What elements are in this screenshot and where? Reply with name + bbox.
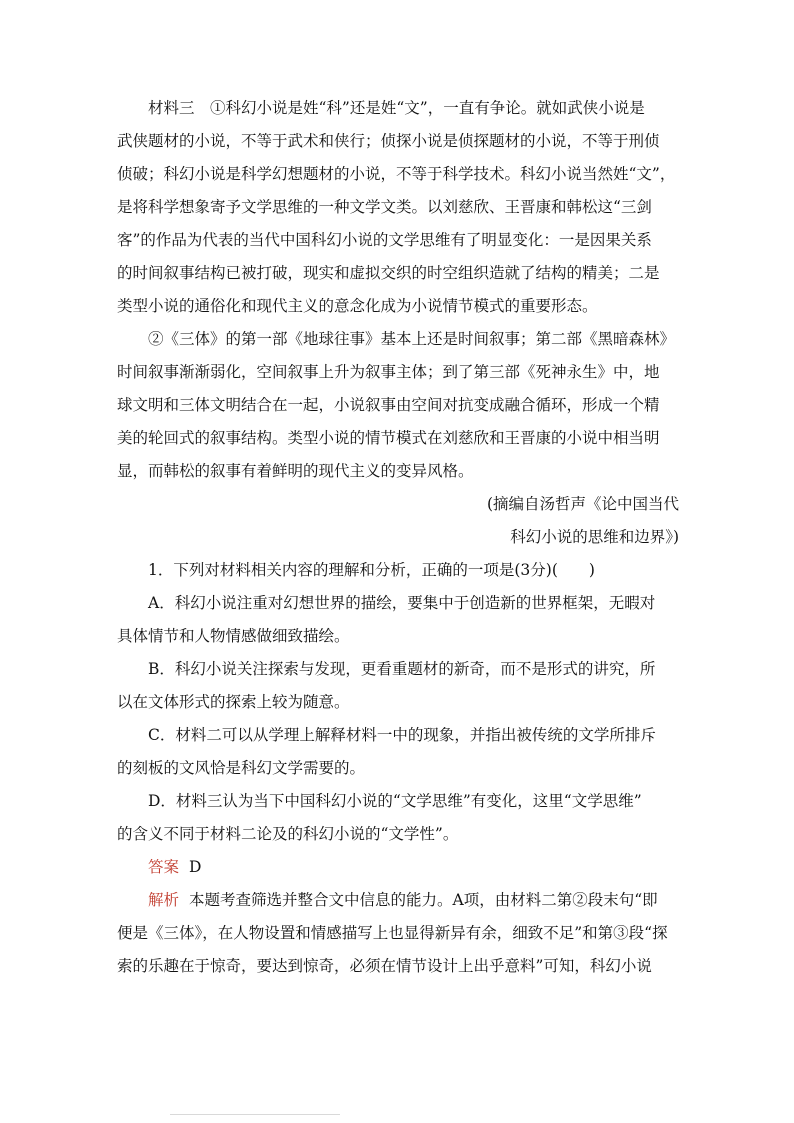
text-line: 的时间叙事结构已被打破，现实和虚拟交织的时空组织造就了结构的精美；二是 xyxy=(117,264,660,282)
source-line: (摘编自汤哲声《论中国当代 xyxy=(486,495,679,513)
text-line: 美的轮回式的叙事结构。类型小说的情节模式在刘慈欣和王晋康的小说中相当明 xyxy=(117,429,660,447)
option-line: C．材料二可以从学理上解释材料一中的现象，并指出被传统的文学所排斥 xyxy=(148,726,656,744)
material3-para1 xyxy=(117,92,679,323)
text-line: ②《三体》的第一部《地球往事》基本上还是时间叙事；第二部《黑暗森林》 xyxy=(148,330,676,348)
answer-value: D xyxy=(189,858,202,876)
document-content xyxy=(117,92,679,983)
option-line: 具体情节和人物情感做细致描绘。 xyxy=(117,627,350,645)
analysis-label: 解析 xyxy=(148,891,180,909)
option-d xyxy=(117,785,679,851)
option-a xyxy=(117,587,679,653)
question-1 xyxy=(117,554,679,851)
question-stem: 1．下列对材料相关内容的理解和分析，正确的一项是(3分)( ) xyxy=(148,561,595,579)
text-line: 武侠题材的小说，不等于武术和侠行；侦探小说是侦探题材的小说，不等于刑侦 xyxy=(117,132,660,150)
text-line: 类型小说的通俗化和现代主义的意念化成为小说情节模式的重要形态。 xyxy=(117,297,598,315)
analysis-text: 本题考查筛选并整合文中信息的能力。A项，由材料二第②段末句“即 xyxy=(189,891,658,909)
material3-para2 xyxy=(117,323,679,488)
analysis-line: 便是《三体》，在人物设置和情感描写上也显得新异有余，细致不足”和第③段“探 xyxy=(117,924,668,942)
option-line: B．科幻小说关注探索与发现，更看重题材的新奇，而不是形式的讲究，所 xyxy=(148,660,656,678)
option-line: 的含义不同于材料二论及的科幻小说的“文学性”。 xyxy=(117,825,459,843)
text-line: 是将科学想象寄予文学思维的一种文学文类。以刘慈欣、王晋康和韩松这“三剑 xyxy=(117,198,652,216)
analysis-first-line xyxy=(117,884,679,917)
text-line: 球文明和三体文明结合在一起，小说叙事由空间对抗变成融合循环，形成一个精 xyxy=(117,396,660,414)
option-line: D．材料三认为当下中国科幻小说的“文学思维”有变化，这里“文学思维” xyxy=(148,792,642,810)
text-line: 显，而韩松的叙事有着鲜明的现代主义的变异风格。 xyxy=(117,462,474,480)
source-line: 科幻小说的思维和边界》) xyxy=(510,528,679,546)
analysis-block xyxy=(117,884,679,983)
option-c xyxy=(117,719,679,785)
option-line: A．科幻小说注重对幻想世界的描绘，要集中于创造新的世界框架，无暇对 xyxy=(148,594,656,612)
text-line: 侦破；科幻小说是科学幻想题材的小说，不等于科学技术。科幻小说当然姓“文”， xyxy=(117,165,676,183)
answer-row xyxy=(117,851,679,884)
option-b xyxy=(117,653,679,719)
source-citation xyxy=(117,488,679,554)
text-line: 时间叙事渐渐弱化，空间叙事上升为叙事主体；到了第三部《死神永生》中，地 xyxy=(117,363,660,381)
answer-label: 答案 xyxy=(148,858,180,876)
option-line: 以在文体形式的探索上较为随意。 xyxy=(117,693,350,711)
text-line: 材料三 ①科幻小说是姓“科”还是姓“文”，一直有争论。就如武侠小说是 xyxy=(148,99,645,117)
option-line: 的刻板的文风恰是科幻文学需要的。 xyxy=(117,759,366,777)
text-line: 客”的作品为代表的当代中国科幻小说的文学思维有了明显变化：一是因果关系 xyxy=(117,231,652,249)
page-divider xyxy=(170,1114,340,1115)
analysis-line: 索的乐趣在于惊奇，要达到惊奇，必须在情节设计上出乎意料”可知，科幻小说 xyxy=(117,957,652,975)
